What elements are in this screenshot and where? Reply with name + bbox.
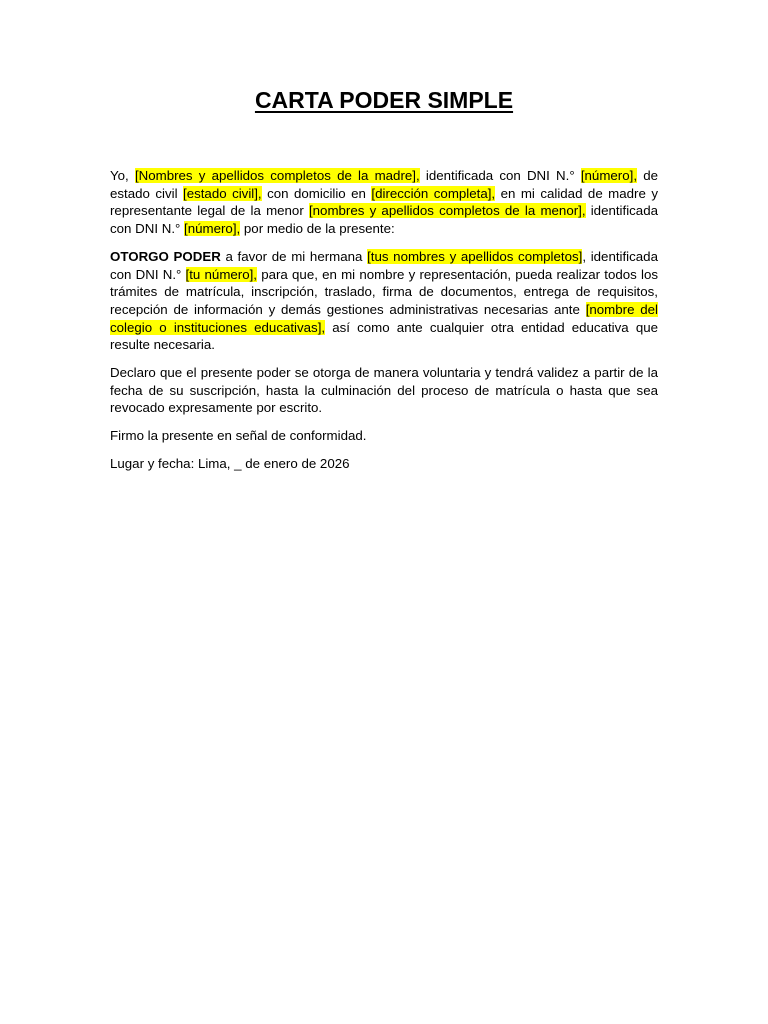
- paragraph-grantor: [110, 167, 658, 238]
- placeholder-school-name: [nombre del colegio o instituciones educativas],: [110, 301, 659, 335]
- text-run: a favor de mi hermana: [220, 248, 368, 264]
- placeholder-address: [dirección completa],: [371, 185, 496, 201]
- text-run: en mi calidad de madre y representante legal de la menor: [110, 185, 658, 219]
- paragraph-signature-statement: Firmo la presente en señal de conformidad.: [110, 428, 367, 444]
- placeholder-mother-name: [Nombres y apellidos completos de la madre],: [134, 168, 420, 183]
- placeholder-civil-status: [estado civil],: [183, 185, 262, 201]
- text-run: identificada con DNI N.°: [419, 168, 581, 183]
- placeholder-minor-name: [nombres y apellidos completos de la menor],: [308, 203, 586, 219]
- paragraph-grant: [110, 248, 658, 354]
- grant-heading: OTORGO PODER: [110, 248, 221, 264]
- text-run: con domicilio en: [261, 185, 372, 201]
- text-run: , identificada con DNI N.°: [110, 248, 658, 282]
- placeholder-minor-dni: [número],: [184, 221, 241, 237]
- text-run: de estado civil: [110, 168, 658, 201]
- document-title: CARTA PODER SIMPLE: [254, 87, 514, 113]
- placeholder-sister-name: [tus nombres y apellidos completos]: [367, 248, 583, 264]
- text-run: por medio de la presente:: [240, 221, 395, 237]
- text-run: así como ante cualquier otra entidad educativa que resulte necesaria.: [110, 319, 659, 353]
- document-body: [110, 167, 658, 483]
- text-run: Yo,: [110, 168, 135, 183]
- placeholder-sister-dni: [tu número],: [185, 266, 258, 282]
- paragraph-validity: Declaro que el presente poder se otorga de manera voluntaria y tendrá validez a partir de la fecha de su suscripción, hasta la culminación del proceso de matrícula o hasta que sea revocado expresamente por escrito.: [110, 365, 658, 416]
- text-run: identificada con DNI N.°: [110, 203, 658, 237]
- placeholder-mother-dni: [número],: [580, 168, 638, 183]
- text-run: para que, en mi nombre y representación, pueda realizar todos los trámites de matrícula, inscripción, traslado, firma de documentos, entrega de requisitos, recepción de información y demás gestiones administrativas necesarias ante: [110, 266, 658, 317]
- paragraph-place-date: Lugar y fecha: Lima, _ de enero de 2026: [110, 455, 350, 471]
